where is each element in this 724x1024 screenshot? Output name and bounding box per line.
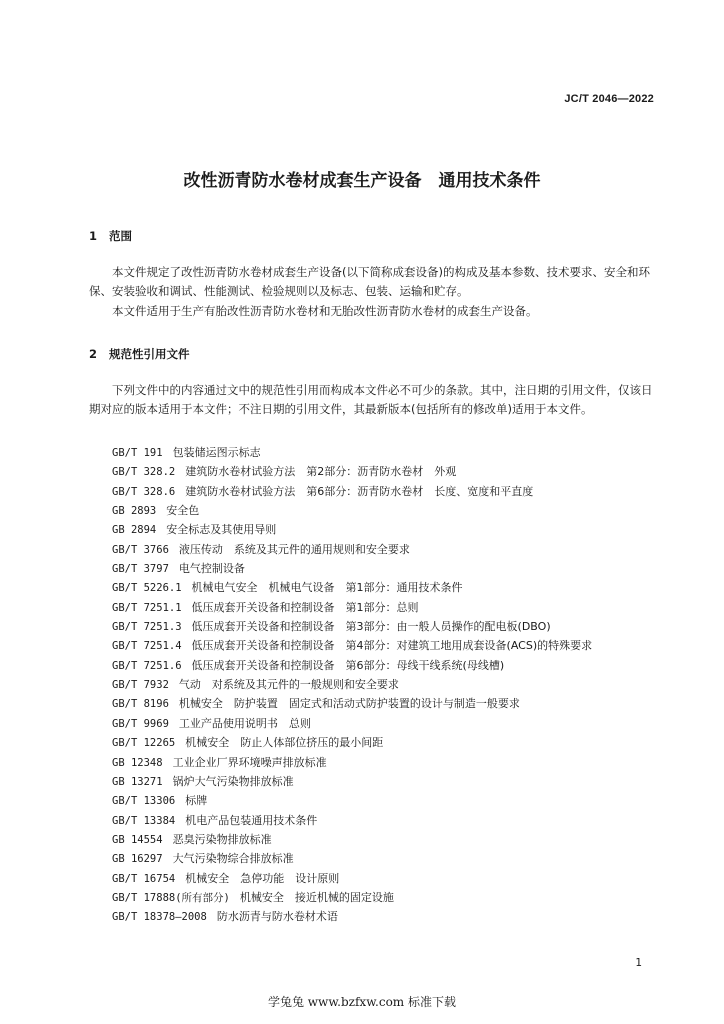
reference-title: 标牌 <box>185 794 208 808</box>
reference-item <box>112 791 672 810</box>
section-title: 规范性引用文件 <box>109 347 190 361</box>
reference-code: GB 16297 <box>112 853 163 866</box>
reference-title: 锅炉大气污染物排放标准 <box>172 774 294 788</box>
reference-code: GB/T 3766 <box>112 543 169 556</box>
reference-item <box>112 540 672 559</box>
reference-code: GB/T 7251.1 <box>112 601 182 614</box>
reference-item <box>112 443 672 462</box>
normative-references-paragraph: 下列文件中的内容通过文中的规范性引用而构成本文件必不可少的条款。其中，注日期的引用文件，仅该日期对应的版本适用于本文件；不注日期的引用文件，其最新版本(包括所有的修改单)适用于本文件。 <box>89 383 653 416</box>
reference-code: GB 2893 <box>112 505 157 518</box>
reference-code: GB/T 12265 <box>112 737 176 750</box>
reference-item <box>112 772 672 791</box>
reference-title: 建筑防水卷材试验方法 第6部分：沥青防水卷材 长度、宽度和平直度 <box>185 484 534 498</box>
reference-title: 工业企业厂界环境噪声排放标准 <box>172 755 327 769</box>
reference-title: 机械电气安全 机械电气设备 第1部分：通用技术条件 <box>191 581 463 595</box>
page-number: 1 <box>635 957 642 969</box>
reference-title: 低压成套开关设备和控制设备 第4部分：对建筑工地用成套设备(ACS)的特殊要求 <box>191 639 593 653</box>
reference-title: 机械安全 接近机械的固定设施 <box>239 890 394 904</box>
reference-item <box>112 811 672 830</box>
reference-code: GB 13271 <box>112 775 163 788</box>
reference-code: GB/T 8196 <box>112 698 169 711</box>
reference-item <box>112 733 672 752</box>
reference-code: GB/T 328.6 <box>112 485 176 498</box>
reference-title: 电气控制设备 <box>178 562 245 576</box>
standard-code: JC/T 2046—2022 <box>564 93 654 105</box>
reference-title: 低压成套开关设备和控制设备 第6部分：母线干线系统(母线槽) <box>191 658 505 672</box>
reference-code: GB/T 7251.3 <box>112 621 182 634</box>
document-title: 改性沥青防水卷材成套生产设备 通用技术条件 <box>183 171 541 191</box>
reference-title: 气动 对系统及其元件的一般规则和安全要求 <box>178 678 399 692</box>
reference-item <box>112 520 672 539</box>
reference-code: GB/T 7932 <box>112 679 169 692</box>
reference-item <box>112 694 672 713</box>
reference-item <box>112 675 672 694</box>
reference-title: 安全标志及其使用导则 <box>166 523 277 537</box>
section-number: 2 <box>89 347 98 361</box>
reference-title: 低压成套开关设备和控制设备 第1部分：总则 <box>191 600 419 614</box>
reference-item <box>112 753 672 772</box>
reference-code: GB 12348 <box>112 756 163 769</box>
reference-list <box>112 443 672 927</box>
reference-code: GB/T 13384 <box>112 814 176 827</box>
reference-item <box>112 482 672 501</box>
reference-item <box>112 617 672 636</box>
reference-title: 机械安全 急停功能 设计原则 <box>185 871 340 885</box>
reference-item <box>112 656 672 675</box>
reference-item <box>112 888 672 907</box>
section-1-heading <box>89 228 132 244</box>
scope-paragraph-1: 本文件规定了改性沥青防水卷材成套生产设备(以下简称成套设备)的构成及基本参数、技术要求、安全和环保、安装验收和调试、性能测试、检验规则以及标志、包装、运输和贮存。 <box>89 265 650 298</box>
footer-watermark-text: 学兔兔 www.bzfxw.com 标准下载 <box>267 995 457 1009</box>
reference-code: GB/T 5226.1 <box>112 582 182 595</box>
reference-code: GB/T 13306 <box>112 795 176 808</box>
reference-code: GB 14554 <box>112 833 163 846</box>
reference-item <box>112 559 672 578</box>
reference-title: 机械安全 防护装置 固定式和活动式防护装置的设计与制造一般要求 <box>178 697 520 711</box>
reference-title: 低压成套开关设备和控制设备 第3部分：由一般人员操作的配电板(DBO) <box>191 620 551 634</box>
reference-item <box>112 907 672 926</box>
reference-item <box>112 598 672 617</box>
reference-item <box>112 714 672 733</box>
reference-code: GB/T 18378—2008 <box>112 911 207 924</box>
scope-paragraph-2: 本文件适用于生产有胎改性沥青防水卷材和无胎改性沥青防水卷材的成套生产设备。 <box>112 304 538 318</box>
reference-item <box>112 578 672 597</box>
reference-title: 防水沥青与防水卷材术语 <box>216 910 338 924</box>
reference-code: GB/T 9969 <box>112 717 169 730</box>
section-title: 范围 <box>109 229 132 243</box>
section-2-heading <box>89 346 190 362</box>
reference-title: 建筑防水卷材试验方法 第2部分：沥青防水卷材 外观 <box>185 465 457 479</box>
reference-item <box>112 462 672 481</box>
reference-item <box>112 501 672 520</box>
reference-title: 工业产品使用说明书 总则 <box>178 716 311 730</box>
reference-code: GB/T 7251.6 <box>112 659 182 672</box>
reference-code: GB/T 328.2 <box>112 466 176 479</box>
reference-title: 大气污染物综合排放标准 <box>172 852 294 866</box>
reference-title: 机电产品包装通用技术条件 <box>185 813 318 827</box>
reference-code: GB/T 16754 <box>112 872 176 885</box>
reference-code: GB/T 17888(所有部分) <box>112 891 230 904</box>
reference-item <box>112 830 672 849</box>
reference-title: 液压传动 系统及其元件的通用规则和安全要求 <box>178 542 410 556</box>
reference-code: GB 2894 <box>112 524 157 537</box>
reference-item <box>112 849 672 868</box>
reference-title: 机械安全 防止人体部位挤压的最小间距 <box>185 736 384 750</box>
reference-title: 包装储运图示标志 <box>172 446 261 459</box>
reference-item <box>112 636 672 655</box>
reference-item <box>112 869 672 888</box>
section-number: 1 <box>89 229 98 243</box>
reference-title: 恶臭污染物排放标准 <box>172 832 272 846</box>
reference-code: GB/T 7251.4 <box>112 640 182 653</box>
reference-code: GB/T 3797 <box>112 563 169 576</box>
reference-code: GB/T 191 <box>112 447 163 459</box>
reference-title: 安全色 <box>166 504 200 518</box>
